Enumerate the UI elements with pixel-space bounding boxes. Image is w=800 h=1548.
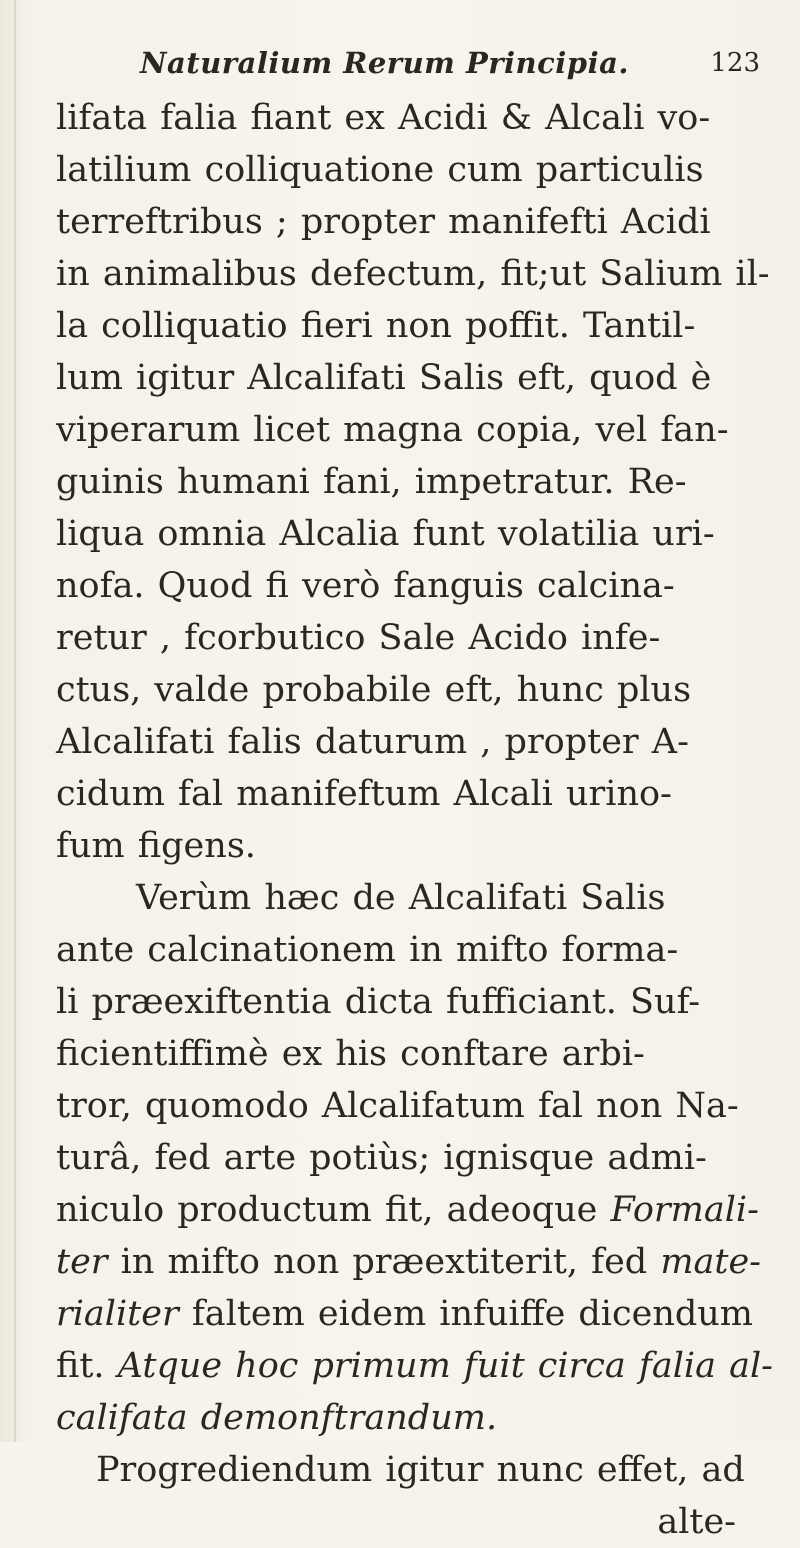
italic-segment: califata demonftrandum. [56,1398,498,1438]
running-title: Naturalium Rerum Principia. [140,46,629,80]
text-line: viperarum licet magna copia, vel fan- [56,410,729,450]
text-line: tror, quomodo Alcalifatum fal non Na- [56,1086,739,1126]
text-line: liqua omnia Alcalia funt volatilia uri- [56,514,715,554]
text-line: retur , fcorbutico Sale Acido infe- [56,618,661,658]
text-line: cidum fal manifeftum Alcali urino- [56,774,672,814]
italic-segment: ter [56,1242,108,1282]
text-line: Alcalifati falis daturum , propter A- [56,722,689,762]
italic-segment: Formali- [610,1190,759,1230]
italic-segment: rialiter [56,1294,179,1334]
catchword: alte- [657,1502,736,1542]
body-text [56,92,796,1548]
text-segment: in mifto non præextiterit, fed [107,1242,661,1282]
text-line: in animalibus defectum, fit;ut Salium il- [56,254,770,294]
text-line: ctus, valde probabile eft, hunc plus [56,670,692,710]
text-line: lum igitur Alcalifati Salis eft, quod è [56,358,712,398]
text-line: lifata falia fiant ex Acidi & Alcali vo- [56,98,711,138]
text-segment: fit. [56,1346,118,1386]
italic-segment: mate- [660,1242,762,1282]
paragraph-start-line: Verùm hæc de Alcalifati Salis [136,878,666,918]
text-segment: faltem eidem infuiffe dicendum [178,1294,753,1334]
text-segment: niculo productum fit, adeoque [56,1190,598,1230]
text-line: guinis humani fani, impetratur. Re- [56,462,687,502]
text-line: terreftribus ; propter manifefti Acidi [56,202,711,242]
text-line [56,1340,796,1392]
text-line [56,1236,796,1288]
text-line: latilium colliquatione cum particulis [56,150,704,190]
text-line [56,1288,796,1340]
page-number: 123 [710,48,760,78]
text-line: li præexiftentia dicta fufficiant. Suf- [56,982,701,1022]
text-line: ficientiffimè ex his conftare arbi- [56,1034,645,1074]
text-line [56,1184,796,1236]
paragraph-start-line: Progrediendum igitur nunc effet, ad [96,1450,745,1490]
text-line: turâ, fed arte potiùs; ignisque admi- [56,1138,707,1178]
running-head [140,46,760,96]
text-line: ante calcinationem in mifto forma- [56,930,679,970]
text-line: nofa. Quod fi verò fanguis calcina- [56,566,675,606]
gutter-shadow [14,0,16,1442]
text-line [56,1392,796,1444]
text-line: la colliquatio fieri non poffit. Tantil- [56,306,696,346]
text-line: fum figens. [56,826,256,866]
italic-segment: Atque hoc primum fuit circa falia al- [117,1346,773,1386]
